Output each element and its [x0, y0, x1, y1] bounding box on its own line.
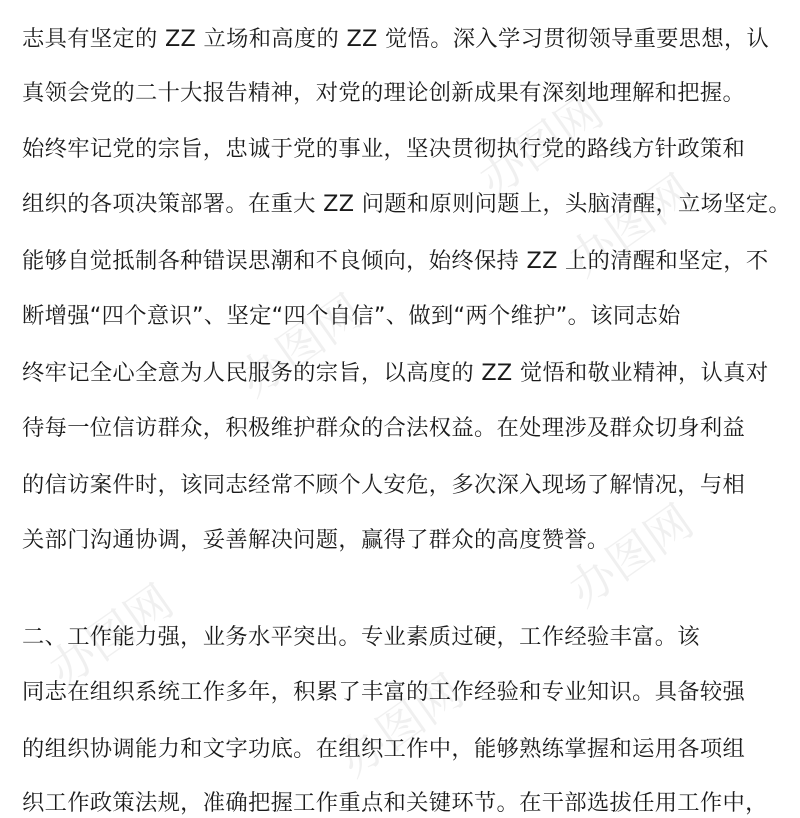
text-line: 二、工作能力强，业务水平突出。专业素质过硬，工作经验丰富。该	[22, 624, 700, 650]
text-line: 待每一位信访群众，积极维护群众的合法权益。在处理涉及群众切身利益	[22, 415, 746, 441]
text-line: 能够自觉抵制各种错误思潮和不良倾向，始终保持 ZZ 上的清醒和坚定，不	[22, 248, 769, 274]
watermark: 办图网	[228, 283, 373, 408]
text-line: 同志在组织系统工作多年，积累了丰富的工作经验和专业知识。具备较强	[22, 679, 746, 705]
text-line: 的组织协调能力和文字功底。在组织工作中，能够熟练掌握和运用各项组	[22, 736, 746, 762]
watermark: 办图网	[328, 663, 473, 788]
text-line: 断增强“四个意识”、坚定“四个自信”、做到“两个维护”。该同志始	[22, 303, 681, 329]
text-line: 织工作政策法规，准确把握工作重点和关键环节。在干部选拔任用工作中，	[22, 790, 768, 816]
text-line: 的信访案件时，该同志经常不顾个人安危，多次深入现场了解情况，与相	[22, 472, 746, 498]
text-line: 组织的各项决策部署。在重大 ZZ 问题和原则问题上，头脑清醒，立场坚定。	[22, 191, 792, 217]
watermark: 办图网	[468, 83, 613, 208]
text-line: 始终牢记党的宗旨，忠诚于党的事业，坚决贯彻执行党的路线方针政策和	[22, 136, 746, 162]
text-line: 终牢记全心全意为人民服务的宗旨，以高度的 ZZ 觉悟和敬业精神，认真对	[22, 360, 769, 386]
watermark: 办图网	[558, 493, 703, 618]
text-line: 志具有坚定的 ZZ 立场和高度的 ZZ 觉悟。深入学习贯彻领导重要思想，认	[22, 26, 770, 52]
watermark: 办图网	[38, 573, 183, 698]
watermark: 办图网	[558, 163, 703, 288]
text-line: 关部门沟通协调，妥善解决问题，赢得了群众的高度赞誉。	[22, 527, 610, 553]
text-line: 真领会党的二十大报告精神，对党的理论创新成果有深刻地理解和把握。	[22, 80, 746, 106]
